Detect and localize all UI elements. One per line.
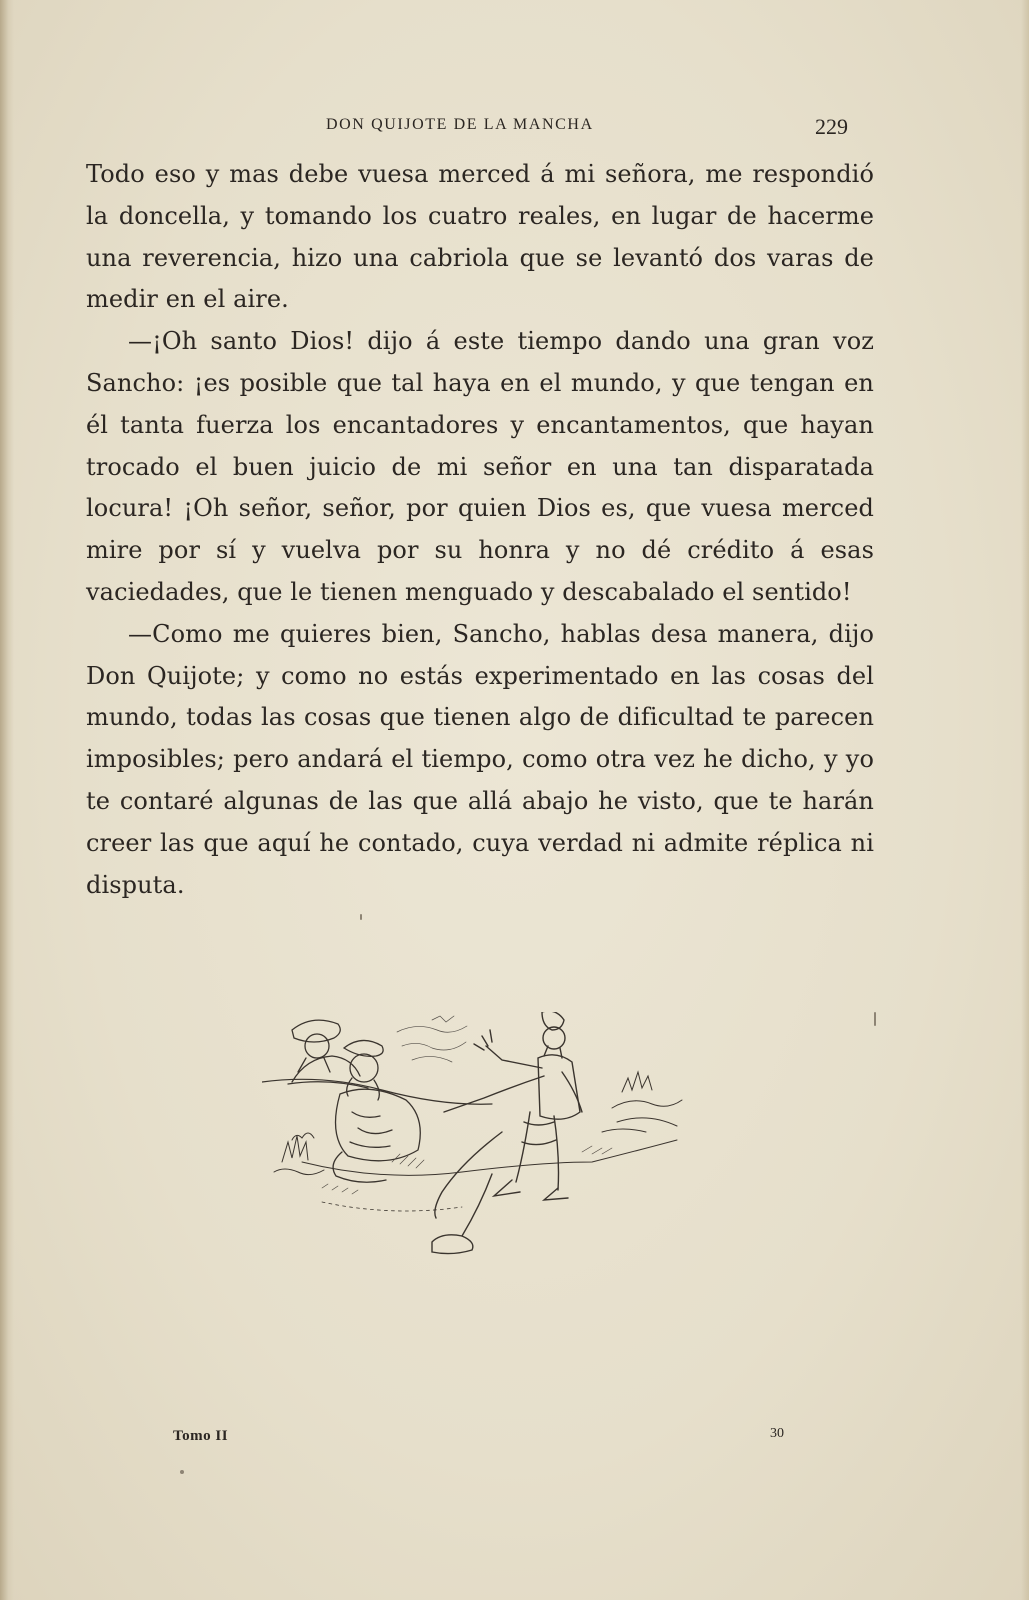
volume-label: Tomo II — [173, 1428, 229, 1444]
page-edge-shadow — [0, 0, 14, 1600]
paper-speck — [360, 914, 362, 920]
running-title: DON QUIJOTE DE LA MANCHA — [326, 116, 594, 133]
engraving-illustration — [262, 1012, 692, 1282]
body-text — [86, 154, 874, 906]
page-number: 229 — [815, 114, 848, 139]
paragraph-1: Todo eso y mas debe vuesa merced á mi señora, me respondió la doncella, y tomando los cuatro reales, en lugar de hacerme una reverencia, hizo una cabriola que se levantó dos varas de medir en el aire. — [86, 160, 874, 314]
paper-speck — [874, 1012, 876, 1026]
page-edge-right — [1021, 0, 1029, 1600]
signature-mark: 30 — [770, 1426, 784, 1441]
paragraph-2: —¡Oh santo Dios! dijo á este tiempo dando una gran voz Sancho: ¡es posible que tal haya en el mundo, y que tengan en él tanta fuerza los encantadores y encantamentos, que hayan trocado el buen juicio de mi señor en una tan disparatada locura! ¡Oh señor, señor, por quien Dios es, que vuesa merced mire por sí y vuelva por su honra y no dé crédito á esas vaciedades, que le tienen menguado y descabalado el sentido! — [86, 327, 874, 606]
paragraph-3: —Como me quieres bien, Sancho, hablas desa manera, dijo Don Quijote; y como no estás experimentado en las cosas del mundo, todas las cosas que tienen algo de dificultad te parecen imposibles; pero andará el tiempo, como otra vez he dicho, y yo te contaré algunas de las que allá abajo he visto, que te harán creer las que aquí he contado, cuya verdad ni admite réplica ni disputa. — [86, 619, 874, 899]
paper-speck — [180, 1470, 184, 1474]
